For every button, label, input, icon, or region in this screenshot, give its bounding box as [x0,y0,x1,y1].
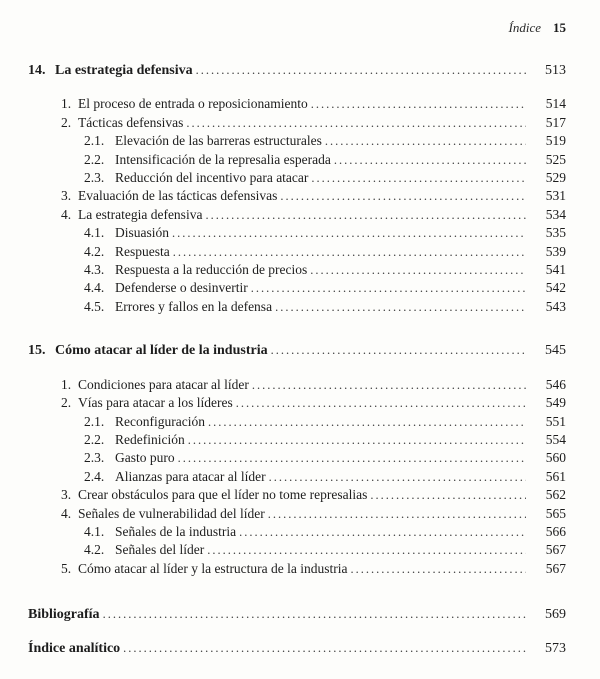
toc-item-row [28,243,566,261]
item-page: 543 [545,298,566,314]
item-title: Cómo atacar al líder y la estructura de la industria [78,560,348,576]
item-title: Respuesta a la reducción de precios [115,262,308,278]
dot-leader [100,605,526,623]
toc-item-row [28,169,566,187]
item-page: 525 [545,151,566,167]
chapter-page: 513 [545,63,566,78]
item-page: 542 [545,280,566,296]
item-title: Señales de vulnerabilidad del líder [78,505,265,521]
toc-chapter-row [28,341,566,360]
toc-backmatter-row [28,639,566,658]
backmatter-title: Bibliografía [28,607,100,623]
item-page: 561 [545,468,566,484]
toc-item-row [28,560,566,578]
toc-item-row [28,261,566,279]
dot-leader [183,114,526,132]
item-title: Gasto puro [115,450,175,466]
item-title: Elevación de las barreras estructurales [115,133,322,149]
dot-leader [308,95,526,113]
item-page: 549 [545,395,566,411]
item-number: 2. [61,114,72,130]
toc-item-row [28,449,566,467]
item-title: El proceso de entrada o reposicionamiento [78,96,308,112]
item-page: 567 [545,542,566,558]
item-title: Evaluación de las tácticas defensivas [78,188,278,204]
dot-leader [268,341,526,359]
item-number: 4. [61,505,72,521]
toc-item-row [28,394,566,412]
toc [28,61,566,658]
item-number: 2.1. [84,133,105,149]
item-page: 534 [545,206,566,222]
item-number: 3. [61,487,72,503]
dot-leader [193,61,526,79]
dot-leader [170,243,526,261]
toc-item-row [28,151,566,169]
item-page: 551 [545,413,566,429]
item-page: 565 [545,505,566,521]
dot-leader [322,132,526,150]
toc-item-row [28,505,566,523]
toc-item-row [28,114,566,132]
dot-leader [169,224,526,242]
dot-leader [120,639,526,657]
item-title: Redefinición [115,431,185,447]
item-number: 1. [61,96,72,112]
toc-item-row [28,468,566,486]
running-title: Índice [508,20,541,35]
item-number: 2. [61,395,72,411]
item-title: Señales del líder [115,542,205,558]
toc-item-row [28,523,566,541]
item-title: Errores y fallos en la defensa [115,298,273,314]
dot-leader [185,431,526,449]
toc-item-row [28,132,566,150]
toc-item-row [28,431,566,449]
toc-item-row [28,486,566,504]
toc-item-row [28,541,566,559]
toc-item-row [28,224,566,242]
chapter-page: 545 [545,343,566,359]
item-number: 2.2. [84,431,105,447]
dot-leader [266,468,526,486]
toc-item-row [28,187,566,205]
item-title: Intensificación de la represalia esperada [115,151,331,167]
item-number: 2.3. [84,450,105,466]
toc-item-row [28,95,566,113]
dot-leader [272,298,526,316]
item-page: 546 [545,376,566,392]
item-title: Tácticas defensivas [78,114,184,130]
item-number: 2.1. [84,413,105,429]
item-number: 4.5. [84,298,105,314]
toc-item-row [28,376,566,394]
item-page: 554 [545,431,566,447]
item-title: Respuesta [115,243,170,259]
item-number: 4.1. [84,523,105,539]
dot-leader [331,151,526,169]
item-page: 517 [545,114,566,130]
folio-page-number: 15 [553,20,566,35]
item-page: 519 [545,133,566,149]
dot-leader [277,187,526,205]
toc-item-row [28,279,566,297]
item-page: 562 [545,487,566,503]
item-page: 566 [545,523,566,539]
dot-leader [204,541,526,559]
item-number: 4. [61,206,72,222]
backmatter-page: 569 [545,607,566,623]
item-number: 2.3. [84,170,105,186]
item-title: Reducción del incentivo para atacar [115,170,309,186]
item-page: 541 [545,262,566,278]
dot-leader [249,376,526,394]
dot-leader [202,206,526,224]
item-title: Reconfiguración [115,413,205,429]
item-title: Disuasión [115,225,169,241]
item-page: 560 [545,450,566,466]
item-page: 531 [545,188,566,204]
item-page: 535 [545,225,566,241]
dot-leader [367,486,526,504]
toc-backmatter-row [28,605,566,624]
item-page: 529 [545,170,566,186]
page-header [28,20,566,36]
dot-leader [205,413,526,431]
toc-item-row [28,413,566,431]
item-title: Señales de la industria [115,523,237,539]
item-number: 2.4. [84,468,105,484]
toc-item-row [28,298,566,316]
toc-item-row [28,206,566,224]
item-number: 4.3. [84,262,105,278]
item-number: 2.2. [84,151,105,167]
item-page: 567 [545,560,566,576]
dot-leader [175,449,526,467]
chapter-title: Cómo atacar al líder de la industria [55,343,268,359]
item-title: Crear obstáculos para que el líder no tome represalias [78,487,368,503]
dot-leader [308,169,526,187]
item-number: 1. [61,376,72,392]
item-title: Alianzas para atacar al líder [115,468,266,484]
chapter-number: 14. [28,63,46,78]
dot-leader [265,505,526,523]
toc-chapter-row [28,61,566,80]
dot-leader [233,394,526,412]
item-page: 514 [545,96,566,112]
item-number: 4.2. [84,542,105,558]
chapter-title: La estrategia defensiva [55,63,193,78]
dot-leader [236,523,526,541]
item-number: 3. [61,188,72,204]
item-number: 4.2. [84,243,105,259]
backmatter-page: 573 [545,640,566,656]
dot-leader [248,279,526,297]
item-title: Vías para atacar a los líderes [78,395,233,411]
item-title: Defenderse o desinvertir [115,280,248,296]
item-number: 5. [61,560,72,576]
item-title: Condiciones para atacar al líder [78,376,249,392]
item-page: 539 [545,243,566,259]
chapter-number: 15. [28,343,46,359]
backmatter-title: Índice analítico [28,640,121,656]
item-number: 4.4. [84,280,105,296]
dot-leader [307,261,526,279]
item-title: La estrategia defensiva [78,206,203,222]
dot-leader [348,560,526,578]
item-number: 4.1. [84,225,105,241]
